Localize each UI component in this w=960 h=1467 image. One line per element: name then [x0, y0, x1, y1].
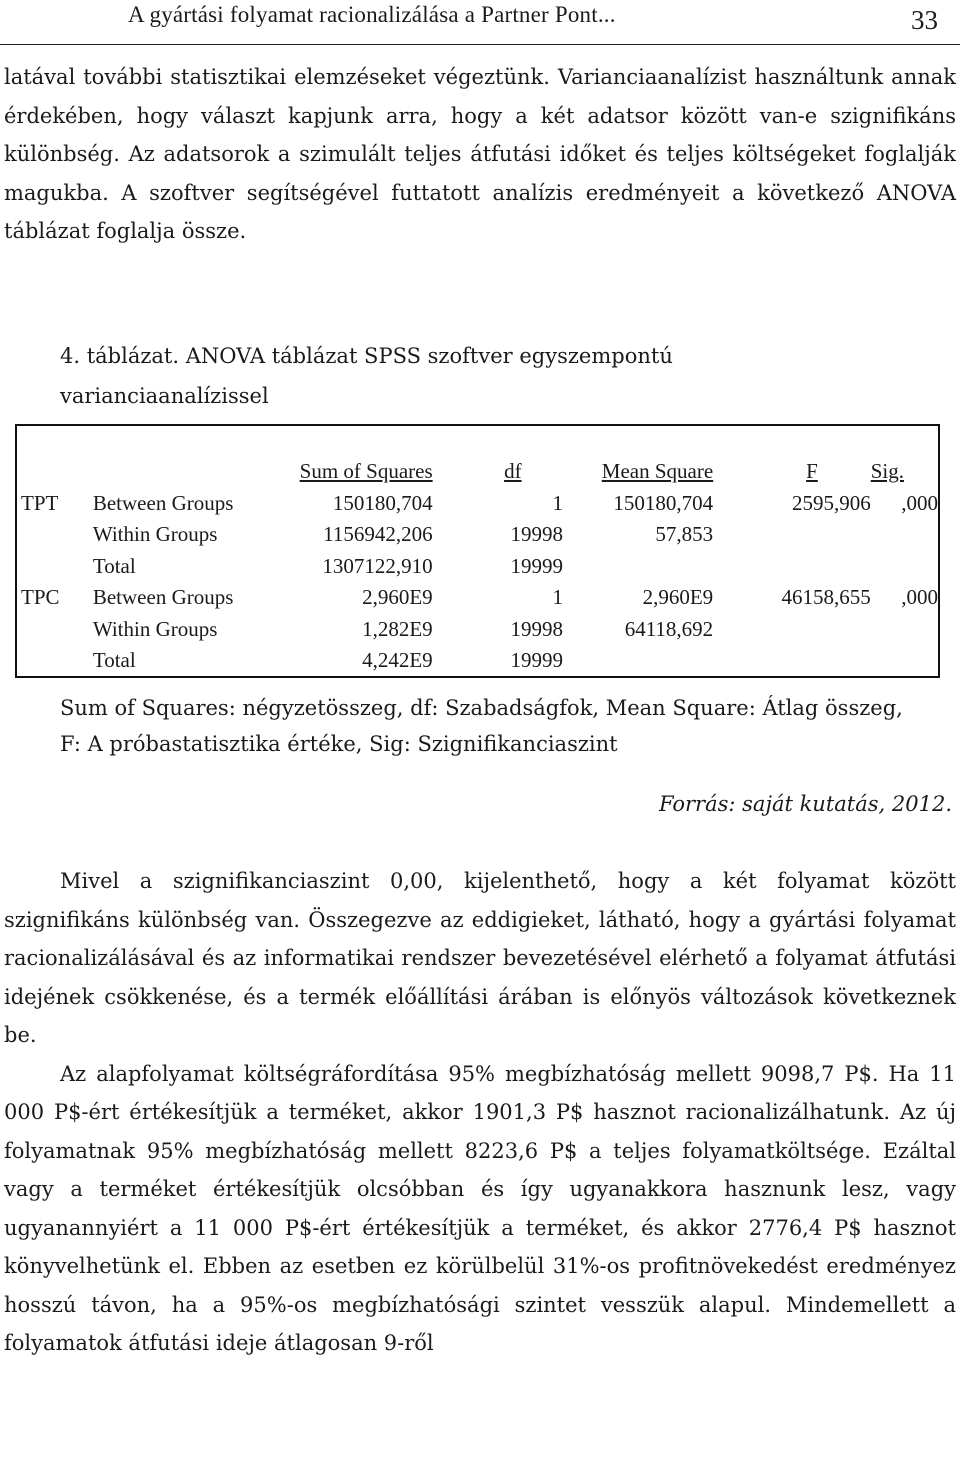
intro-paragraph: latával további statisztikai elemzéseket végeztünk. Varianciaanalízist használtunk annak érdekében, hogy választ kapjunk arra, hogy a két adatsor között van-e szignifikáns különbség. Az adatsorok a szimulált teljes átfutási időket és teljes költségeket foglalják magukba. A szoftver segítségével futtatott analízis eredményeit a következő ANOVA táblázat foglalja össze.	[4, 65, 956, 243]
cell-sum-of-squares: 150180,704	[332, 490, 433, 515]
cell-mean-square: 150180,704	[613, 490, 714, 515]
conclusion-paragraph: Az alapfolyamat költségráfordítása 95% megbízhatóság mellett 9098,7 P$. Ha 11 000 P$-ért értékesítjük a terméket, akkor 1901,3 P$ hasznot racionalizálhatunk. Az új folyamatnak 95% megbízhatóság mellett 8223,6 P$ a teljes folyamatköltsége. Ezáltal vagy a terméket értékesítjük olcsóbban és így ugyanakkora hasznunk lesz, vagy ugyanannyiért a 11 000 P$-ért értékesítjük a terméket, és akkor 2776,4 P$ hasznot könyvelhetünk el. Ebben az esetben ez körülbelül 31%-os profitnövekedést eredményez hosszú távon, ha a 95%-os megbízhatósági szintet vesszük alapul. Mindemellett a folyamatok átfutási ideje átlagosan 9-ről	[4, 1061, 956, 1355]
cell-group: TPT	[21, 490, 59, 515]
cell-sum-of-squares: 1307122,910	[322, 553, 433, 578]
header-empty-source	[93, 456, 276, 488]
cell-f	[713, 614, 871, 646]
cell-mean-square	[563, 645, 713, 677]
cell-source: Total	[92, 553, 136, 578]
cell-sum-of-squares: 1,282E9	[362, 616, 433, 641]
header-sum-of-squares: Sum of Squares	[299, 459, 433, 484]
intro-paragraph-block	[4, 58, 956, 251]
caption-number: 4. táblázat.	[60, 344, 180, 368]
cell-group: TPC	[21, 585, 60, 610]
cell-sig	[871, 614, 940, 646]
cell-df: 19998	[510, 522, 563, 547]
cell-df: 19999	[510, 648, 563, 673]
header-df: df	[504, 459, 522, 484]
cell-group	[17, 614, 93, 646]
cell-f: 46158,655	[781, 585, 871, 610]
caption-text: ANOVA táblázat SPSS szoftver egyszempontú varianciaanalízissel	[60, 344, 673, 408]
cell-f	[713, 551, 871, 583]
cell-source: Between Groups	[92, 490, 234, 515]
cell-df: 19998	[510, 616, 563, 641]
table-header-row	[17, 456, 940, 488]
cell-group	[17, 519, 93, 551]
cell-sum-of-squares: 1156942,206	[323, 522, 433, 547]
cell-mean-square: 2,960E9	[642, 585, 714, 610]
cell-group	[17, 645, 93, 677]
cell-sig	[871, 519, 940, 551]
table-row	[17, 551, 940, 583]
running-header	[0, 0, 960, 45]
cell-source: Total	[92, 648, 136, 673]
conclusion-paragraph: Mivel a szignifikanciaszint 0,00, kijelenthető, hogy a két folyamat között szignifikáns különbség van. Összegezve az eddigieket, látható, hogy a gyártási folyamat racionalizálásával és az informatikai rendszer bevezetésével elérhető a folyamat átfutási idejének csökkenése, és a termék előállítási árában is előnyös változások következnek be.	[4, 869, 956, 1047]
cell-f	[713, 645, 871, 677]
table-legend: Sum of Squares: négyzetösszeg, df: Szabadságfok, Mean Square: Átlag összeg, F: A próbastatisztika értéke, Sig: Szignifikanciaszint	[60, 696, 903, 756]
table-row	[17, 582, 940, 614]
header-sig: Sig.	[870, 459, 904, 484]
cell-group	[17, 551, 93, 583]
table-row	[17, 519, 940, 551]
conclusion-block	[4, 862, 956, 1363]
cell-sig: ,000	[901, 585, 938, 610]
cell-source: Within Groups	[92, 616, 218, 641]
cell-f	[713, 519, 871, 551]
cell-f: 2595,906	[791, 490, 871, 515]
page-number: 33	[911, 5, 938, 35]
cell-df: 1	[552, 585, 563, 610]
header-f: F	[806, 459, 818, 484]
cell-df: 1	[552, 490, 563, 515]
cell-sig	[871, 551, 940, 583]
header-empty-group	[17, 456, 93, 488]
cell-sig: ,000	[901, 490, 938, 515]
cell-mean-square	[563, 551, 713, 583]
table-caption	[60, 336, 880, 416]
cell-mean-square: 57,853	[655, 522, 714, 547]
table-row	[17, 488, 940, 520]
cell-sig	[871, 645, 940, 677]
cell-df: 19999	[510, 553, 563, 578]
cell-mean-square: 64118,692	[624, 616, 714, 641]
source-note: Forrás: saját kutatás, 2012.	[658, 792, 952, 816]
cell-sum-of-squares: 4,242E9	[362, 648, 433, 673]
cell-source: Within Groups	[92, 522, 218, 547]
anova-table	[15, 424, 940, 678]
table-row	[17, 614, 940, 646]
table-row	[17, 645, 940, 677]
cell-sum-of-squares: 2,960E9	[362, 585, 433, 610]
cell-source: Between Groups	[92, 585, 234, 610]
running-title: A gyártási folyamat racionalizálása a Partner Pont...	[128, 2, 616, 27]
header-mean-square: Mean Square	[601, 459, 714, 484]
